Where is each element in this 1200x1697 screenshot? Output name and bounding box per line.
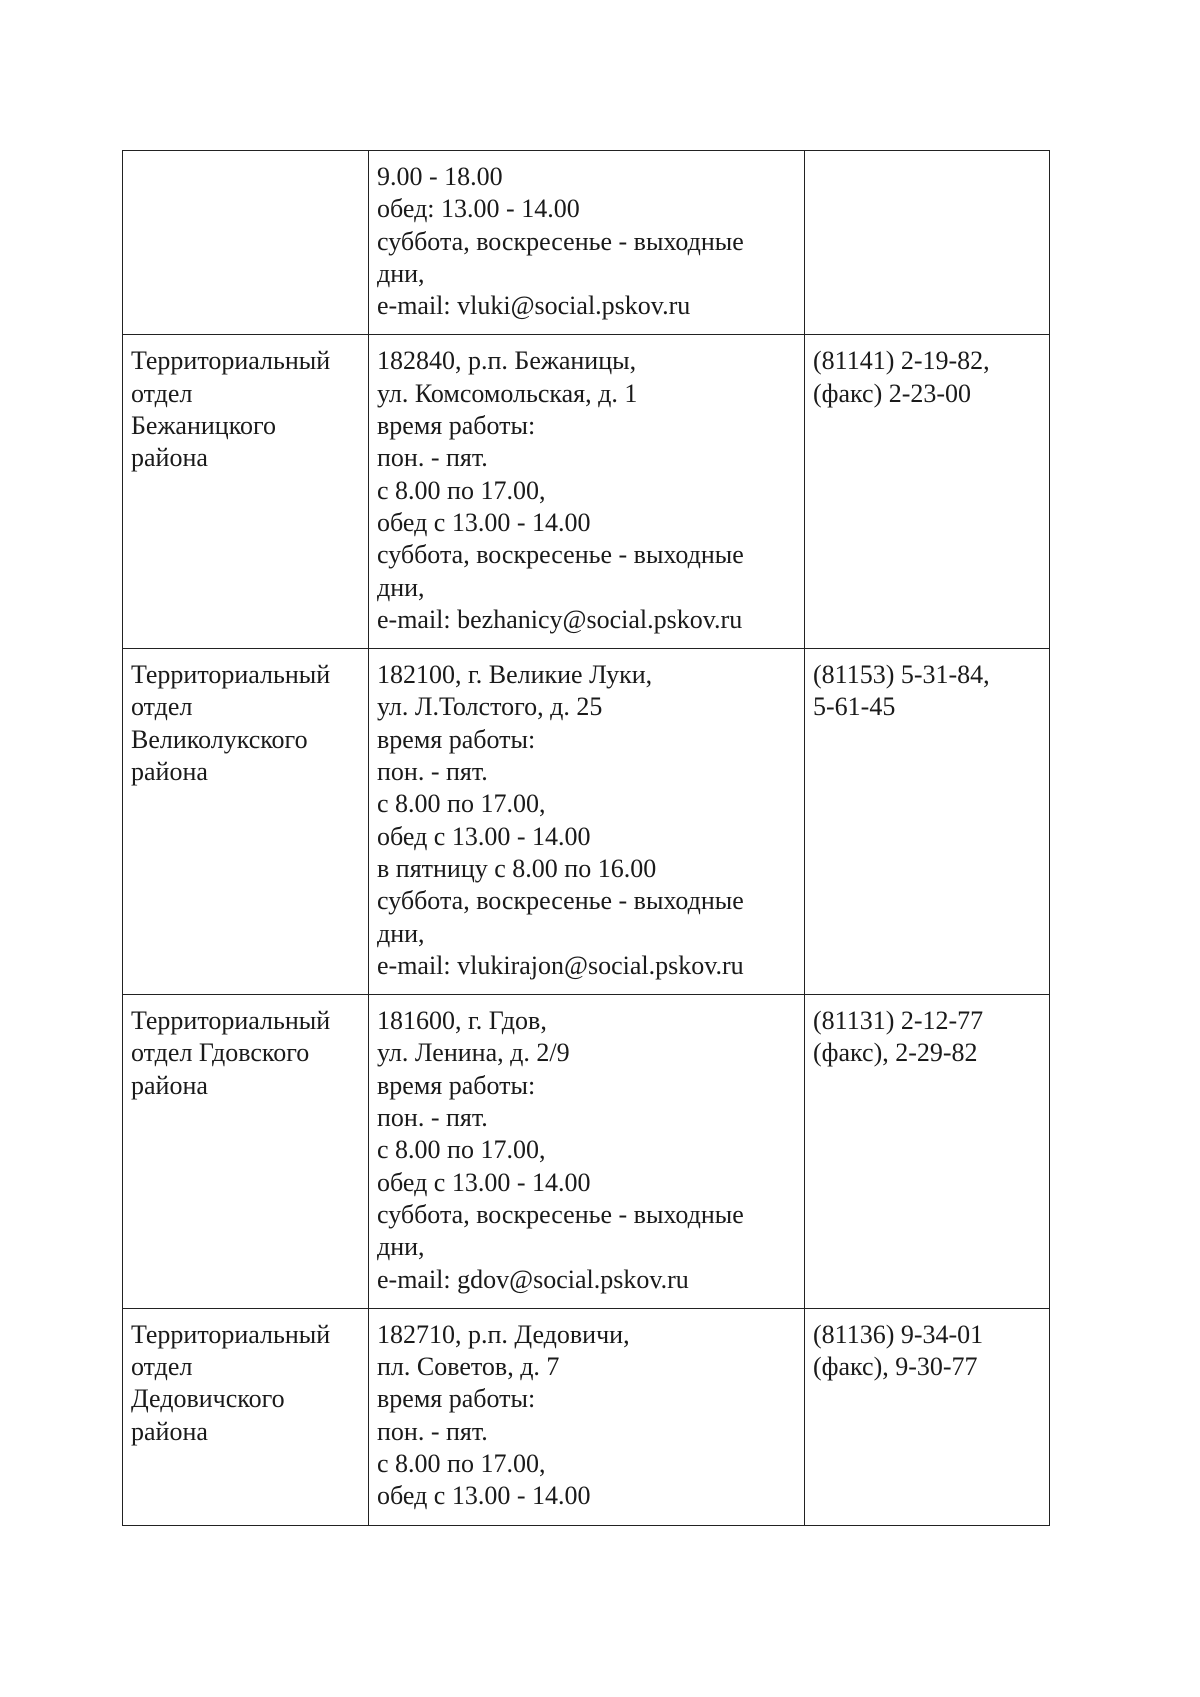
office-name-line: отдел Гдовского	[131, 1038, 310, 1068]
office-phone-line: (81153) 5-31-84,	[813, 660, 990, 690]
office-phone-line: (факс) 2-23-00	[813, 378, 972, 408]
office-name-line: Бежаницкого	[131, 411, 277, 441]
office-details-line: пл. Советов, д. 7	[377, 1352, 560, 1382]
office-phone-line: (81141) 2-19-82,	[813, 346, 990, 376]
office-name-cell	[123, 649, 369, 995]
office-name-line: района	[131, 1070, 208, 1100]
offices-table	[122, 150, 1050, 1526]
office-details-line: пон. - пят.	[377, 443, 488, 473]
office-details-line: с 8.00 по 17.00,	[377, 1448, 546, 1478]
office-details-line: ул. Ленина, д. 2/9	[377, 1038, 570, 1068]
office-details-line: e-mail: vlukirajon@social.pskov.ru	[377, 950, 744, 980]
office-details-cell	[369, 995, 805, 1309]
office-details-line: ул. Комсомольская, д. 1	[377, 378, 638, 408]
offices-table-body	[123, 151, 1050, 1526]
office-details-cell	[369, 649, 805, 995]
office-details-line: время работы:	[377, 1384, 536, 1414]
office-name-line: отдел	[131, 378, 193, 408]
office-details-cell	[369, 151, 805, 335]
office-phone-line: (факс), 2-29-82	[813, 1038, 978, 1068]
office-name-line: Территориальный	[131, 346, 331, 376]
office-details-line: обед с 13.00 - 14.00	[377, 1167, 591, 1197]
office-details-line: обед с 13.00 - 14.00	[377, 821, 591, 851]
office-name-line: района	[131, 757, 208, 787]
office-details-line: 182710, р.п. Дедовичи,	[377, 1319, 630, 1349]
office-details-line: с 8.00 по 17.00,	[377, 1135, 546, 1165]
office-details-line: e-mail: vluki@social.pskov.ru	[377, 291, 691, 321]
office-name-cell	[123, 1308, 369, 1525]
office-details-line: время работы:	[377, 1070, 536, 1100]
office-details-line: 182840, р.п. Бежаницы,	[377, 346, 637, 376]
office-details-line: дни,	[377, 258, 425, 288]
office-row	[123, 649, 1050, 995]
office-details-line: 181600, г. Гдов,	[377, 1006, 547, 1036]
office-row	[123, 335, 1050, 649]
office-details-line: e-mail: gdov@social.pskov.ru	[377, 1264, 689, 1294]
office-details-line: обед с 13.00 - 14.00	[377, 507, 591, 537]
office-name-line: Территориальный	[131, 1319, 331, 1349]
office-details-line: суббота, воскресенье - выходные	[377, 226, 744, 256]
office-details-line: пон. - пят.	[377, 1416, 488, 1446]
office-name-line: Великолукского	[131, 724, 308, 754]
office-name-line: Территориальный	[131, 1006, 331, 1036]
office-details-line: 182100, г. Великие Луки,	[377, 660, 653, 690]
office-name-line: отдел	[131, 692, 193, 722]
office-details-line: дни,	[377, 572, 425, 602]
office-name-cell	[123, 151, 369, 335]
office-details-line: пон. - пят.	[377, 1103, 488, 1133]
office-details-line: пон. - пят.	[377, 757, 488, 787]
office-phone-line: (81131) 2-12-77	[813, 1006, 984, 1036]
office-phone-line: 5-61-45	[813, 692, 896, 722]
office-details-line: дни,	[377, 1232, 425, 1262]
office-details-line: 9.00 - 18.00	[377, 162, 503, 191]
office-details-line: суббота, воскресенье - выходные	[377, 540, 744, 570]
office-row	[123, 151, 1050, 335]
office-phone-line: (81136) 9-34-01	[813, 1319, 984, 1349]
office-phone-cell	[805, 335, 1050, 649]
office-details-line: ул. Л.Толстого, д. 25	[377, 692, 603, 722]
office-name-line: района	[131, 1416, 208, 1446]
office-name-line: Территориальный	[131, 660, 331, 690]
office-phone-cell	[805, 1308, 1050, 1525]
office-details-line: обед с 13.00 - 14.00	[377, 1481, 591, 1511]
office-details-line: дни,	[377, 918, 425, 948]
office-details-line: e-mail: bezhanicy@social.pskov.ru	[377, 604, 743, 634]
office-details-line: суббота, воскресенье - выходные	[377, 886, 744, 916]
office-name-line: Дедовичского	[131, 1384, 285, 1414]
office-name-cell	[123, 335, 369, 649]
office-details-line: время работы:	[377, 724, 536, 754]
office-details-line: обед: 13.00 - 14.00	[377, 194, 580, 224]
office-name-cell	[123, 995, 369, 1309]
office-details-line: в пятницу с 8.00 по 16.00	[377, 853, 657, 883]
office-phone-cell	[805, 649, 1050, 995]
office-details-cell	[369, 335, 805, 649]
office-details-line: время работы:	[377, 411, 536, 441]
office-phone-cell	[805, 995, 1050, 1309]
office-phone-line: (факс), 9-30-77	[813, 1352, 978, 1382]
office-name-line: района	[131, 443, 208, 473]
office-row	[123, 1308, 1050, 1525]
office-name-line: отдел	[131, 1352, 193, 1382]
office-details-line: с 8.00 по 17.00,	[377, 789, 546, 819]
office-phone-cell	[805, 151, 1050, 335]
office-details-line: с 8.00 по 17.00,	[377, 475, 546, 505]
office-row	[123, 995, 1050, 1309]
office-details-line: суббота, воскресенье - выходные	[377, 1199, 744, 1229]
office-details-cell	[369, 1308, 805, 1525]
